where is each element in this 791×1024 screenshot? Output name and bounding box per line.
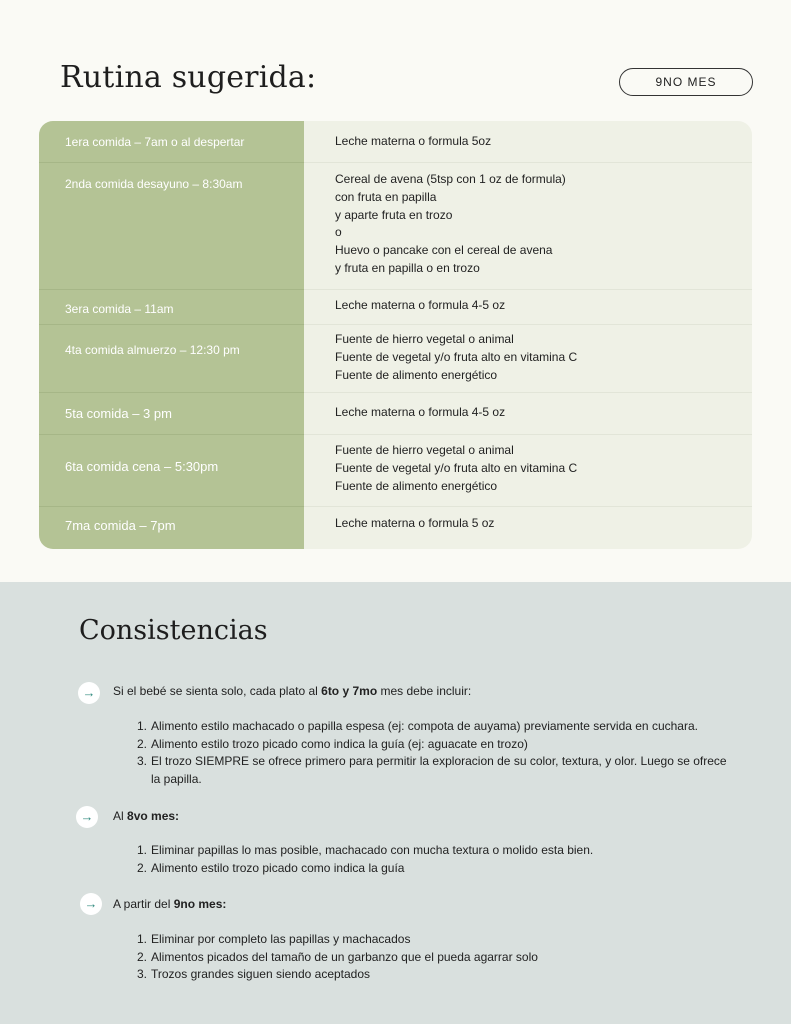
list-item: 2. Alimentos picados del tamaño de un garbanzo que el pueda agarrar solo xyxy=(137,949,538,964)
bullet-intro: Si el bebé se sienta solo, cada plato al 6to y 7mo mes debe incluir: xyxy=(113,684,472,698)
table-row xyxy=(39,507,752,549)
section-title: Consistencias xyxy=(79,615,268,646)
month-badge: 9NO MES xyxy=(619,68,753,96)
arrow-right-icon: → xyxy=(78,682,100,704)
numbered-list xyxy=(137,718,731,788)
list-item: 3. Trozos grandes siguen siendo aceptados xyxy=(137,967,371,981)
table-row xyxy=(39,163,752,290)
arrow-right-icon: → xyxy=(80,893,102,915)
meal-label: 1era comida – 7am o al despertar xyxy=(65,135,245,149)
list-item: 1. Alimento estilo machacado o papilla espesa (ej: compota de auyama) previamente servida en cuchara. xyxy=(137,719,698,733)
table-row xyxy=(39,435,752,507)
table-row xyxy=(39,393,752,435)
table-row xyxy=(39,290,752,325)
list-item: 1. Eliminar por completo las papillas y machacados xyxy=(137,932,411,946)
arrow-right-icon: → xyxy=(76,806,98,828)
bullet-intro: A partir del 9no mes: xyxy=(113,897,227,911)
meal-label: 3era comida – 11am xyxy=(65,302,174,316)
meal-label: 4ta comida almuerzo – 12:30 pm xyxy=(65,343,240,357)
meal-items: Leche materna o formula 5 oz xyxy=(335,516,495,530)
bullet-intro: Al 8vo mes: xyxy=(113,809,180,823)
table-row xyxy=(39,121,752,163)
meal-items: Leche materna o formula 4-5 oz xyxy=(335,298,506,312)
meal-items: Fuente de hierro vegetal o animal Fuente de vegetal y/o fruta alto en vitamina C Fuente de alimento energético xyxy=(335,332,578,382)
meal-items: Leche materna o formula 4-5 oz xyxy=(335,405,506,419)
meal-items: Leche materna o formula 5oz xyxy=(335,134,492,148)
meal-label: 7ma comida – 7pm xyxy=(65,518,176,533)
list-item: 3. El trozo SIEMPRE se ofrece primero para permitir la exploracion de su color, textura, y olor. Luego se ofrece la papilla. xyxy=(137,754,727,786)
meal-items: Fuente de hierro vegetal o animal Fuente de vegetal y/o fruta alto en vitamina C Fuente de alimento energético xyxy=(335,443,578,493)
list-item: 2. Alimento estilo trozo picado como indica la guía xyxy=(137,860,405,875)
meal-items: Cereal de avena (5tsp con 1 oz de formula) con fruta en papilla y aparte fruta en trozo o Huevo o pancake con el cereal de avena y fruta en papilla o en trozo xyxy=(335,172,566,275)
page-title: Rutina sugerida: xyxy=(60,60,317,95)
meal-label: 2nda comida desayuno – 8:30am xyxy=(65,177,243,191)
meal-label: 6ta comida cena – 5:30pm xyxy=(65,459,219,474)
routine-table xyxy=(39,121,752,549)
table-row xyxy=(39,325,752,393)
list-item: 2. Alimento estilo trozo picado como indica la guía (ej: aguacate en trozo) xyxy=(137,736,528,751)
numbered-list xyxy=(137,842,731,877)
meal-label: 5ta comida – 3 pm xyxy=(65,406,172,421)
numbered-list xyxy=(137,931,731,984)
list-item: 1. Eliminar papillas lo mas posible, machacado con mucha textura o molido esta bien. xyxy=(137,843,594,857)
